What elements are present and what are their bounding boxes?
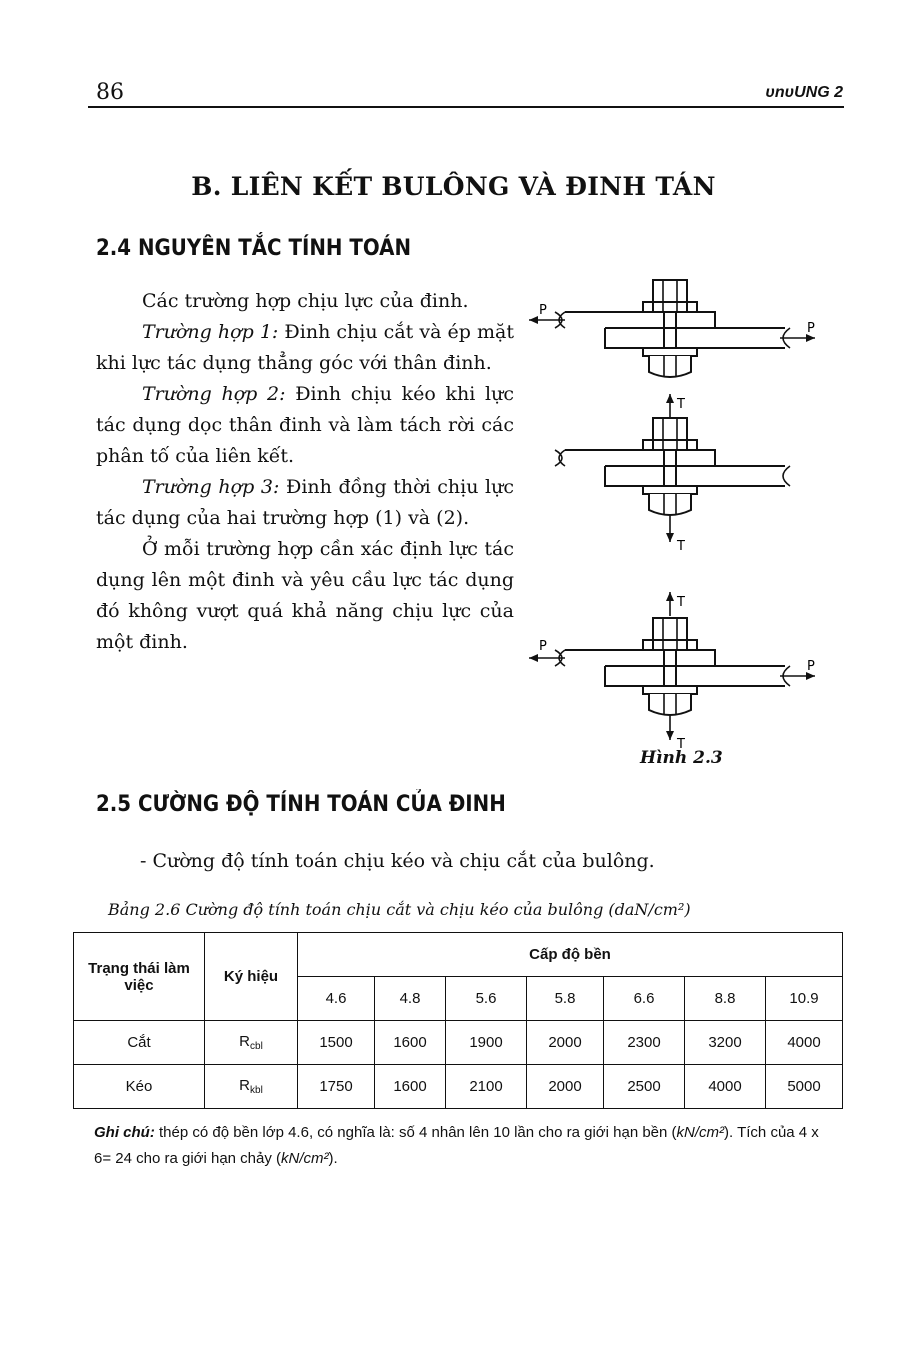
- value-cell: 1500: [298, 1021, 375, 1065]
- header-state: Trạng thái làm việc: [74, 933, 205, 1021]
- case-2-text: Đinh chịu kéo khi lực tác dụng dọc thân đinh và làm tách rời các phân tố của liên kết.: [96, 383, 514, 467]
- row-state: Cắt: [74, 1021, 205, 1065]
- section-25-title: 2.5 CƯỜNG ĐỘ TÍNH TOÁN CỦA ĐINH: [96, 792, 506, 817]
- force-p-label: P: [807, 321, 815, 336]
- value-cell: 4000: [766, 1021, 843, 1065]
- case-1-text: Đinh chịu cắt và ép mặt khi lực tác dụng thẳng góc với thân đinh.: [96, 321, 514, 374]
- value-cell: 5000: [766, 1065, 843, 1109]
- case-2-label: Trường hợp 2:: [142, 383, 286, 405]
- figure-case-3: [529, 592, 815, 752]
- note-text-1: thép có độ bền lớp 4.6, có nghĩa là: số 4 nhân lên 10 lần cho ra giới hạn bền (: [154, 1124, 677, 1141]
- part-title: B. LIÊN KẾT BULÔNG VÀ ĐINH TÁN: [191, 172, 716, 201]
- grade-cell: 4.8: [375, 977, 446, 1021]
- figure-case-2: [555, 394, 790, 554]
- chapter-label: ᴜnᴜUNG 2: [765, 84, 843, 101]
- value-cell: 2000: [527, 1065, 604, 1109]
- paragraph-1: Các trường hợp chịu lực của đinh.: [142, 290, 469, 312]
- paragraph-2: [96, 317, 514, 379]
- force-t-label: T: [677, 539, 685, 554]
- force-t-label: T: [677, 737, 685, 752]
- value-cell: 2500: [604, 1065, 685, 1109]
- note-unit: kN/cm²: [281, 1150, 329, 1167]
- paragraph-4: [96, 472, 514, 534]
- value-cell: 2300: [604, 1021, 685, 1065]
- row-state: Kéo: [74, 1065, 205, 1109]
- header-grade: Cấp độ bền: [298, 933, 843, 977]
- force-t-label: T: [677, 595, 685, 610]
- value-cell: 1600: [375, 1021, 446, 1065]
- section-24-title: 2.4 NGUYÊN TẮC TÍNH TOÁN: [96, 236, 412, 261]
- force-p-label: P: [539, 303, 547, 318]
- strength-table: [73, 932, 843, 1109]
- grade-cell: 6.6: [604, 977, 685, 1021]
- row-symbol: $R_{cbl}$: [205, 1021, 298, 1065]
- table-row: [74, 1065, 843, 1109]
- table-note: [94, 1120, 834, 1172]
- figure-case-1: [529, 280, 815, 377]
- grade-cell: 8.8: [685, 977, 766, 1021]
- table-caption: Bảng 2.6 Cường độ tính toán chịu cắt và chịu kéo của bulông (daN/cm²): [108, 900, 691, 919]
- note-text-3: ).: [328, 1150, 338, 1167]
- paragraph-5: Ở mỗi trường hợp cần xác định lực tác dụng lên một đinh và yêu cầu lực tác dụng đó không vượt quá khả năng chịu lực của một đinh.: [96, 538, 514, 653]
- grade-cell: 5.8: [527, 977, 604, 1021]
- page-number: 86: [96, 80, 124, 105]
- value-cell: 1900: [446, 1021, 527, 1065]
- section-24-body: [96, 286, 514, 658]
- value-cell: 3200: [685, 1021, 766, 1065]
- value-cell: 2100: [446, 1065, 527, 1109]
- grade-cell: 5.6: [446, 977, 527, 1021]
- case-1-label: Trường hợp 1:: [142, 321, 279, 343]
- figure-caption: Hình 2.3: [640, 748, 723, 768]
- case-3-label: Trường hợp 3:: [142, 476, 280, 498]
- note-unit: kN/cm²: [676, 1124, 725, 1141]
- row-symbol: $R_{kbl}$: [205, 1065, 298, 1109]
- value-cell: 4000: [685, 1065, 766, 1109]
- section-25-bullet: - Cường độ tính toán chịu kéo và chịu cắt của bulông.: [140, 850, 655, 872]
- force-t-label: T: [677, 397, 685, 412]
- force-p-label: P: [807, 659, 815, 674]
- force-p-label: P: [539, 639, 547, 654]
- paragraph-3: [96, 379, 514, 472]
- bolt-figure: [525, 272, 825, 752]
- case-3-text: Đinh đồng thời chịu lực tác dụng của hai trường hợp (1) và (2).: [96, 476, 514, 529]
- table-row: [74, 1021, 843, 1065]
- grade-cell: 10.9: [766, 977, 843, 1021]
- header-symbol: Ký hiệu: [205, 933, 298, 1021]
- value-cell: 1750: [298, 1065, 375, 1109]
- note-label: Ghi chú:: [94, 1124, 155, 1141]
- header-rule: [88, 106, 844, 108]
- value-cell: 1600: [375, 1065, 446, 1109]
- value-cell: 2000: [527, 1021, 604, 1065]
- note-text-2: ). Tích của 4 x 6= 24 cho ra giới hạn chảy (: [94, 1124, 819, 1167]
- grade-cell: 4.6: [298, 977, 375, 1021]
